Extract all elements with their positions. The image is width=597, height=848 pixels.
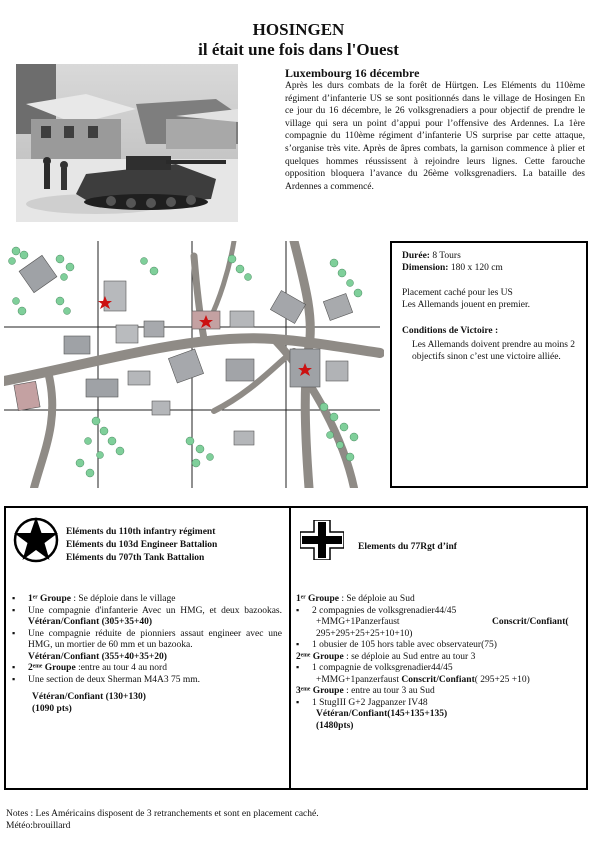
us-item-3: ▪ Une section de deux Sherman M4A3 75 mm.	[12, 675, 282, 687]
us-item-1	[12, 606, 282, 629]
de-item-3-pts: ( 295+25 +10)	[474, 674, 530, 685]
de-item-4-rating: Vétéran/Confiant	[316, 709, 388, 719]
us-forces-list	[12, 594, 282, 715]
de-item-1-mmg: +MMG+1Panzerfaust	[316, 617, 400, 627]
de-item-3-line-b	[296, 675, 586, 687]
us-group-2-text: :entre au tour 4 au nord	[75, 663, 167, 673]
us-unit-names	[66, 526, 217, 565]
duration-value: 8 Tours	[429, 251, 461, 261]
de-group-1-text: : Se déploie au Sud	[338, 594, 415, 604]
de-item-2: ▪ 1 obusier de 105 hors table avec observateur(75)	[296, 640, 586, 652]
us-total: (1090 pts)	[32, 703, 72, 714]
us-item-1-text: Une compagnie d'infanterie Avec un HMG, et deux bazookas.	[28, 605, 282, 616]
de-group-3	[296, 686, 586, 698]
de-group-3-label: 3ᵉᵐᵉ Groupe	[296, 686, 344, 696]
victory-label: Conditions de Victoire :	[402, 326, 499, 336]
de-item-1-line-c: 295+295+25+25+10+10)	[316, 628, 413, 639]
duration-line	[402, 250, 461, 262]
page-title: HOSINGEN	[252, 20, 345, 39]
de-item-1-line-a: 2 compagnies de volksgrenadier44/45	[312, 605, 457, 616]
duration-label: Durée:	[402, 251, 430, 261]
forces-divider	[289, 508, 291, 788]
us-group-2-label: 2ᵉᵐᵉ Groupe	[28, 663, 76, 673]
us-group-1-text: : Se déploie dans le village	[70, 594, 176, 604]
us-group-1	[12, 594, 282, 606]
de-group-3-text: : entre au tour 3 au Sud	[343, 686, 435, 696]
us-group-1-label: 1ᵉʳ Groupe	[28, 594, 71, 604]
de-forces-list	[296, 594, 586, 732]
de-item-1-rating: Conscrit/Confiant(	[492, 617, 569, 627]
de-unit-name: Elements du 77Rgt d’inf	[358, 542, 457, 552]
us-item-3-rating: Vétéran/Confiant (130+130)	[32, 692, 146, 702]
us-item-2-rating: Vétéran/Confiant (355+40+35+20)	[28, 651, 167, 662]
us-unit-1: Eléments du 110th infantry régiment	[66, 527, 216, 537]
dimension-line	[402, 262, 503, 274]
dimension-value: 180 x 120 cm	[448, 263, 503, 273]
us-item-1-rating: Vétéran/Confiant (305+35+40)	[28, 617, 153, 627]
victory-text: Les Allemands doivent prendre au moins 2 objectifs sinon c’est une victoire alliée.	[412, 340, 576, 362]
de-group-1	[296, 594, 586, 606]
de-total: (1480pts)	[316, 720, 354, 731]
balkenkreuz-icon	[300, 520, 344, 560]
de-item-4-pts: (145+135+135)	[387, 709, 448, 719]
us-unit-2: Eléments du 103d Engineer Battalion	[66, 540, 218, 550]
de-item-3-mmg: +MMG+1panzerfaust	[316, 674, 402, 685]
notes-line-1: Notes : Les Américains disposent de 3 retranchements et sont en placement caché.	[6, 809, 319, 819]
us-unit-3: Eléments du 707th Tank Battalion	[66, 553, 205, 563]
forces-box	[4, 506, 588, 790]
notes-line-2: Météo:brouillard	[6, 821, 71, 831]
de-item-1	[296, 606, 586, 618]
placement-line-1: Placement caché pour les US	[402, 288, 513, 298]
dimension-label: Dimension:	[402, 263, 449, 273]
de-group-2-text: : se déploie au Sud entre au tour 3	[343, 651, 476, 662]
us-item-2-text: Une compagnie réduite de pionniers assaut engineer avec une HMG, un mortier de 60 mm et un bazooka.	[28, 628, 282, 650]
de-item-3-rating: Conscrit/Confiant	[401, 674, 475, 685]
historic-photo	[16, 64, 238, 222]
de-item-4: ▪ 1 StugIII G+2 Jagpanzer IV48	[296, 698, 586, 710]
de-group-2-label: 2ᵉᵐᵉ Groupe	[296, 651, 344, 662]
page-subtitle: il était une fois dans l'Ouest	[198, 40, 399, 59]
intro-heading: Luxembourg 16 décembre	[285, 66, 420, 80]
scenario-info-box	[390, 241, 588, 488]
battlefield-map	[4, 241, 384, 488]
notes	[6, 808, 319, 832]
de-item-1-line-b	[296, 617, 586, 629]
us-group-2	[12, 663, 282, 675]
us-star-icon	[12, 514, 60, 566]
intro-text: Après les durs combats de la forêt de Hürtgen. Les Eléments du 110ème régiment d’infanterie US se sont positionnés dans le village de Hosingen En ce jour du 16 décembre, le 26 volksgrenadiers a pour objectif de prendre le village qui sera un point d’appui pour l’offensive des Ardennes. La 1ère compagnie du 110ème régiment d’infanterie US surprise par cette attaque, s’organise très vite. Après de âpres combats, la garnison commence à plier et quelques hommes réussissent à rejoindre leurs lignes. Cette farouche opposition bloquera l’avance du 26ème volksgrenadiers. La bataille des Ardennes a commencé.	[285, 81, 585, 192]
de-item-3: ▪ 1 compagnie de volksgrenadier44/45	[296, 663, 586, 675]
de-group-2	[296, 652, 586, 664]
us-item-2	[12, 629, 282, 664]
de-item-4-rating-line	[296, 709, 586, 721]
de-group-1-label: 1ᵉʳ Groupe	[296, 594, 339, 604]
placement-line-2: Les Allemands jouent en premier.	[402, 300, 530, 310]
